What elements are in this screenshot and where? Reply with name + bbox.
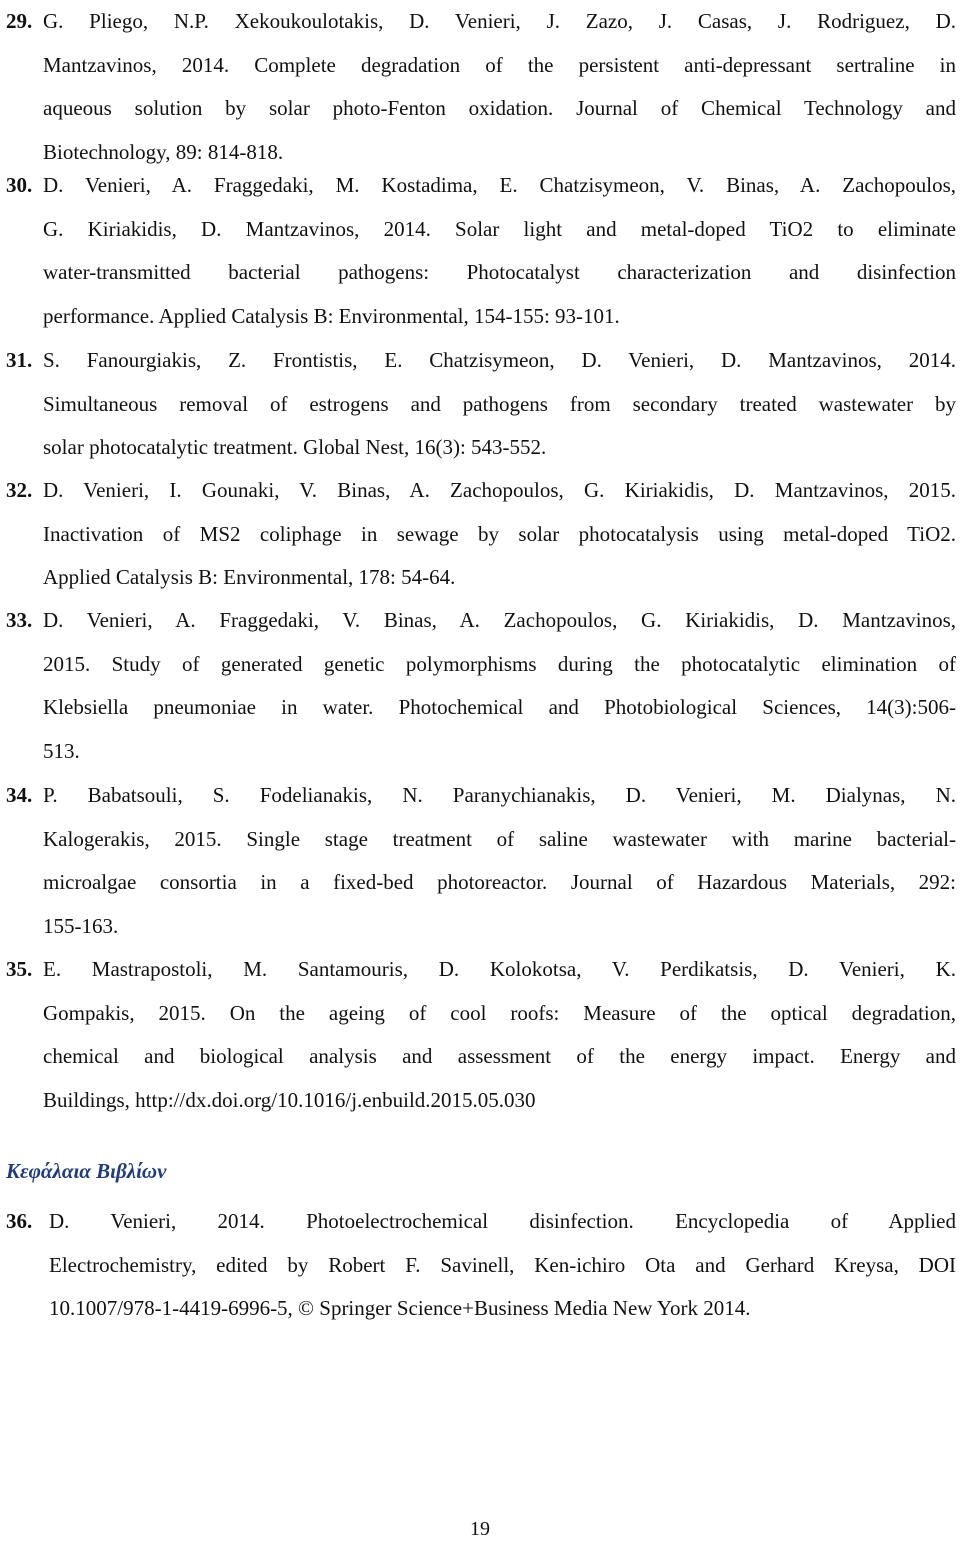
reference-line: D. Venieri, A. Fraggedaki, M. Kostadima, E. Chatzisymeon, V. Binas, A. Zachopoulos, xyxy=(43,173,956,197)
reference-line: Biotechnology, 89: 814-818. xyxy=(43,139,284,164)
reference-line: solar photocatalytic treatment. Global Nest, 16(3): 543-552. xyxy=(43,435,547,460)
reference-30 xyxy=(0,164,960,338)
section-heading: Κεφάλαια Βιβλίων xyxy=(6,1159,167,1183)
reference-line: 2015. Study of generated genetic polymorphisms during the photocatalytic elimination of xyxy=(43,651,956,676)
reference-number: 33. xyxy=(6,608,33,632)
reference-line: Applied Catalysis B: Environmental, 178: 54-64. xyxy=(43,565,456,590)
reference-line: P. Babatsouli, S. Fodelianakis, N. Paranychianakis, D. Venieri, M. Dialynas, N. xyxy=(43,783,956,807)
reference-32 xyxy=(0,469,960,600)
reference-line: D. Venieri, A. Fraggedaki, V. Binas, A. Zachopoulos, G. Kiriakidis, D. Mantzavinos, xyxy=(43,608,956,632)
reference-line: chemical and biological analysis and assessment of the energy impact. Energy and xyxy=(43,1044,956,1069)
reference-line: G. Kiriakidis, D. Mantzavinos, 2014. Solar light and metal-doped TiO2 to eliminate xyxy=(43,216,956,241)
reference-line: Inactivation of MS2 coliphage in sewage by solar photocatalysis using metal-doped TiO2. xyxy=(43,521,956,546)
reference-31 xyxy=(0,339,960,470)
reference-36 xyxy=(0,1200,960,1331)
reference-number: 36. xyxy=(6,1209,33,1233)
reference-line: 155-163. xyxy=(43,913,119,938)
reference-line: Klebsiella pneumoniae in water. Photochemical and Photobiological Sciences, 14(3):506- xyxy=(43,695,956,720)
reference-number: 30. xyxy=(6,173,33,197)
reference-line: E. Mastrapostoli, M. Santamouris, D. Kolokotsa, V. Perdikatsis, D. Venieri, K. xyxy=(43,957,956,981)
reference-line: 10.1007/978-1-4419-6996-5, © Springer Science+Business Media New York 2014. xyxy=(49,1296,751,1321)
reference-number: 35. xyxy=(6,957,33,981)
reference-line: Kalogerakis, 2015. Single stage treatment of saline wastewater with marine bacterial- xyxy=(43,826,956,851)
reference-line: Simultaneous removal of estrogens and pathogens from secondary treated wastewater by xyxy=(43,391,956,416)
reference-line: D. Venieri, 2014. Photoelectrochemical disinfection. Encyclopedia of Applied xyxy=(49,1209,956,1233)
page-number: 19 xyxy=(470,1518,490,1540)
reference-number: 34. xyxy=(6,783,33,807)
reference-line: aqueous solution by solar photo-Fenton oxidation. Journal of Chemical Technology and xyxy=(43,96,956,121)
reference-line: S. Fanourgiakis, Z. Frontistis, E. Chatzisymeon, D. Venieri, D. Mantzavinos, 2014. xyxy=(43,348,956,372)
reference-line: G. Pliego, N.P. Xekoukoulotakis, D. Venieri, J. Zazo, J. Casas, J. Rodriguez, D. xyxy=(43,9,956,33)
reference-number: 29. xyxy=(6,9,33,33)
reference-line: 513. xyxy=(43,738,80,763)
reference-number: 31. xyxy=(6,348,33,372)
reference-line: Electrochemistry, edited by Robert F. Savinell, Ken-ichiro Ota and Gerhard Kreysa, DOI xyxy=(49,1252,956,1277)
reference-34 xyxy=(0,774,960,948)
reference-line: Gompakis, 2015. On the ageing of cool roofs: Measure of the optical degradation, xyxy=(43,1000,956,1025)
reference-35 xyxy=(0,948,960,1122)
reference-33 xyxy=(0,599,960,773)
reference-line: microalgae consortia in a fixed-bed photoreactor. Journal of Hazardous Materials, 292: xyxy=(43,870,956,895)
reference-number: 32. xyxy=(6,478,33,502)
reference-line: Buildings, http://dx.doi.org/10.1016/j.enbuild.2015.05.030 xyxy=(43,1087,536,1112)
reference-line: D. Venieri, I. Gounaki, V. Binas, A. Zachopoulos, G. Kiriakidis, D. Mantzavinos, 2015. xyxy=(43,478,956,502)
reference-line: water-transmitted bacterial pathogens: Photocatalyst characterization and disinfection xyxy=(43,260,956,285)
reference-29 xyxy=(0,0,960,174)
reference-line: performance. Applied Catalysis B: Environmental, 154-155: 93-101. xyxy=(43,303,620,328)
reference-line: Mantzavinos, 2014. Complete degradation of the persistent anti-depressant sertraline in xyxy=(43,52,956,77)
